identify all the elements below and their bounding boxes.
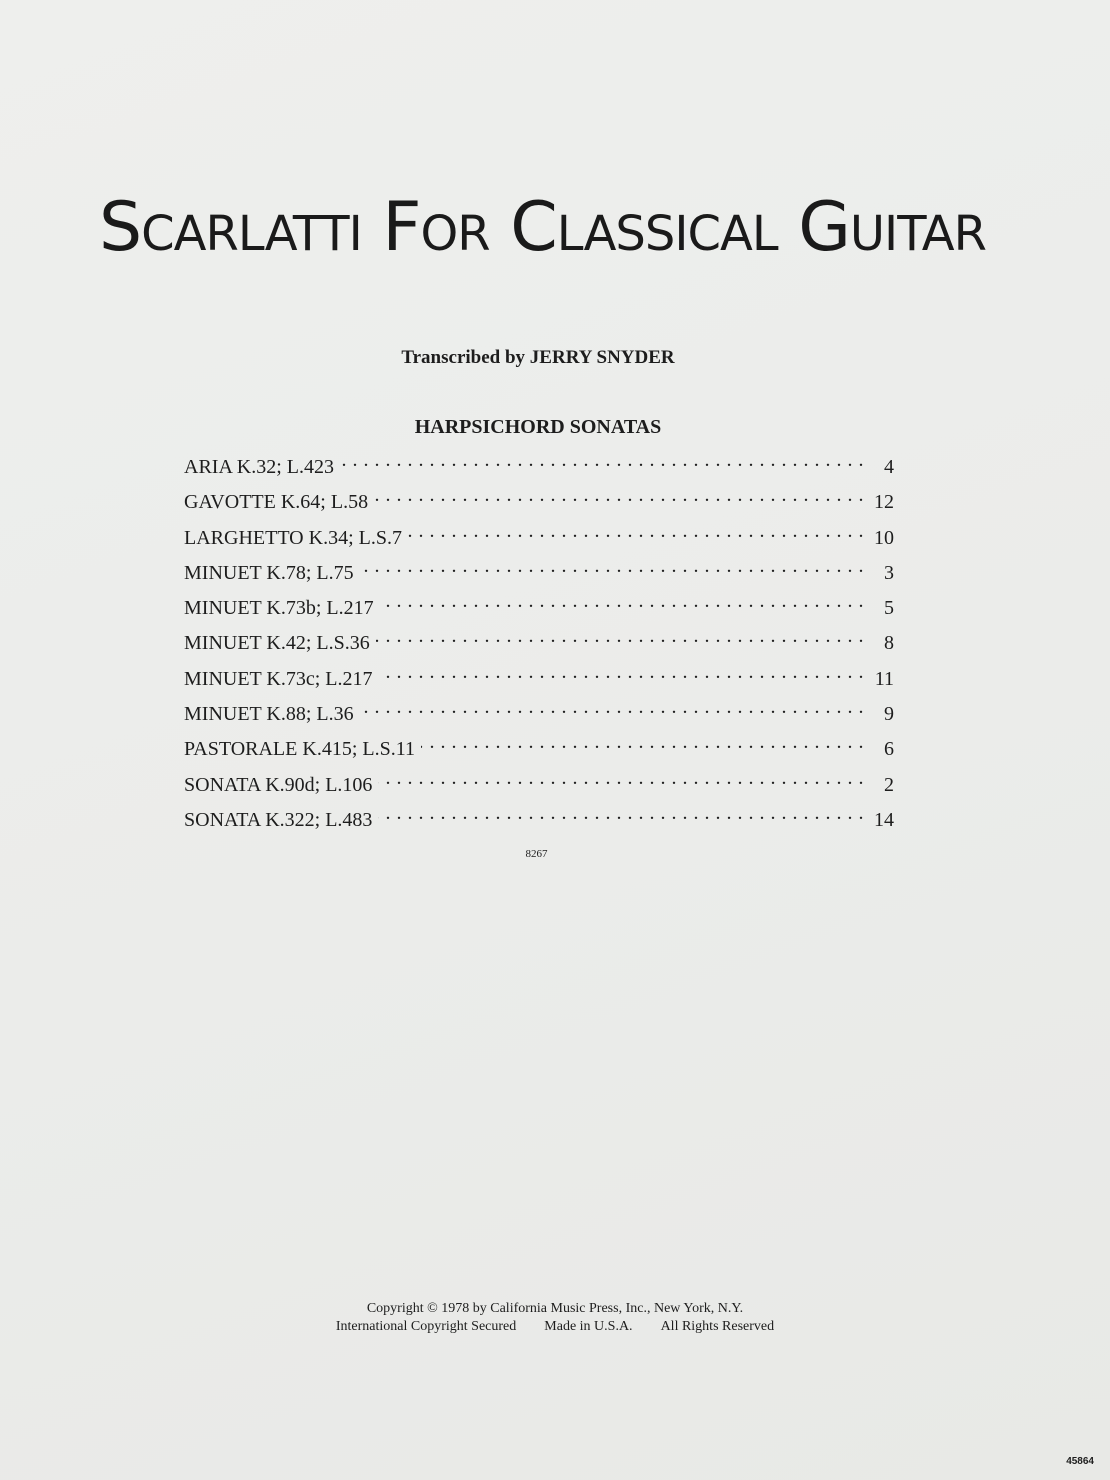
toc-entry: [184, 484, 894, 519]
toc-dot-leader: [360, 696, 864, 720]
toc-entry: [184, 696, 894, 731]
catalog-number: 8267: [525, 848, 548, 860]
toc-dot-leader: [379, 661, 865, 685]
toc-entry-title: MINUET K.73b; L.217: [184, 597, 374, 620]
toc-entry-title: GAVOTTE K.64; L.58: [184, 491, 369, 514]
toc-entry: [184, 802, 894, 837]
toc-entry-page: 8: [884, 632, 894, 655]
toc-dot-leader: [376, 625, 864, 649]
toc-entry-title: SONATA K.90d; L.106: [184, 773, 373, 796]
toc-entry-title: ARIA K.32; L.423: [184, 456, 334, 478]
toc-entry-title: PASTORALE K.415; L.S.11: [184, 738, 415, 761]
transcriber-credit: Transcribed by JERRY SNYDER: [401, 347, 675, 368]
toc-entry-title: MINUET K.78; L.75: [184, 561, 354, 584]
toc-entry: [184, 767, 894, 802]
toc-entry: [184, 449, 894, 484]
made-in: Made in U.S.A.: [544, 1319, 633, 1334]
copyright-secured: International Copyright Secured: [335, 1319, 517, 1334]
toc-entry-page: 3: [884, 561, 894, 584]
toc-entry: [184, 520, 894, 555]
toc-entry-page: 9: [884, 703, 894, 726]
copyright-line: Copyright © 1978 by California Music Press, Inc., New York, N.Y.: [366, 1301, 744, 1316]
table-of-contents: [184, 449, 894, 837]
toc-entry-page: 5: [884, 597, 894, 620]
toc-dot-leader: [378, 802, 864, 826]
toc-entry-title: LARGHETTO K.34; L.S.7: [184, 526, 402, 549]
print-code: 45864: [1066, 1456, 1094, 1467]
toc-entry: [184, 731, 894, 766]
copyright-notice: [0, 1300, 1110, 1336]
toc-dot-leader: [374, 484, 864, 508]
book-title: Scarlatti For Classical Guitar: [99, 188, 986, 267]
toc-entry: [184, 625, 894, 660]
toc-entry-page: 11: [874, 667, 894, 690]
toc-dot-leader: [380, 590, 864, 614]
toc-entry-page: 2: [884, 773, 894, 796]
toc-entry-title: MINUET K.73c; L.217: [184, 667, 373, 690]
toc-entry: [184, 661, 894, 696]
toc-entry-page: 14: [874, 808, 894, 831]
toc-dot-leader: [360, 555, 864, 579]
toc-entry-page: 6: [884, 738, 894, 761]
toc-dot-leader: [421, 731, 864, 755]
section-heading: HARPSICHORD SONATAS: [414, 416, 662, 438]
toc-entry-page: 12: [874, 491, 894, 514]
toc-dot-leader: [378, 767, 864, 791]
toc-entry-title: MINUET K.42; L.S.36: [184, 632, 370, 655]
toc-entry-title: MINUET K.88; L.36: [184, 703, 354, 726]
toc-entry-page: 10: [874, 526, 894, 549]
toc-entry-page: 4: [884, 456, 894, 478]
toc-entry: [184, 590, 894, 625]
toc-dot-leader: [340, 449, 864, 473]
toc-entry: [184, 555, 894, 590]
toc-entry-title: SONATA K.322; L.483: [184, 808, 373, 831]
rights-reserved: All Rights Reserved: [660, 1319, 775, 1334]
toc-dot-leader: [408, 520, 864, 544]
copyright-terms: [0, 1318, 1110, 1336]
